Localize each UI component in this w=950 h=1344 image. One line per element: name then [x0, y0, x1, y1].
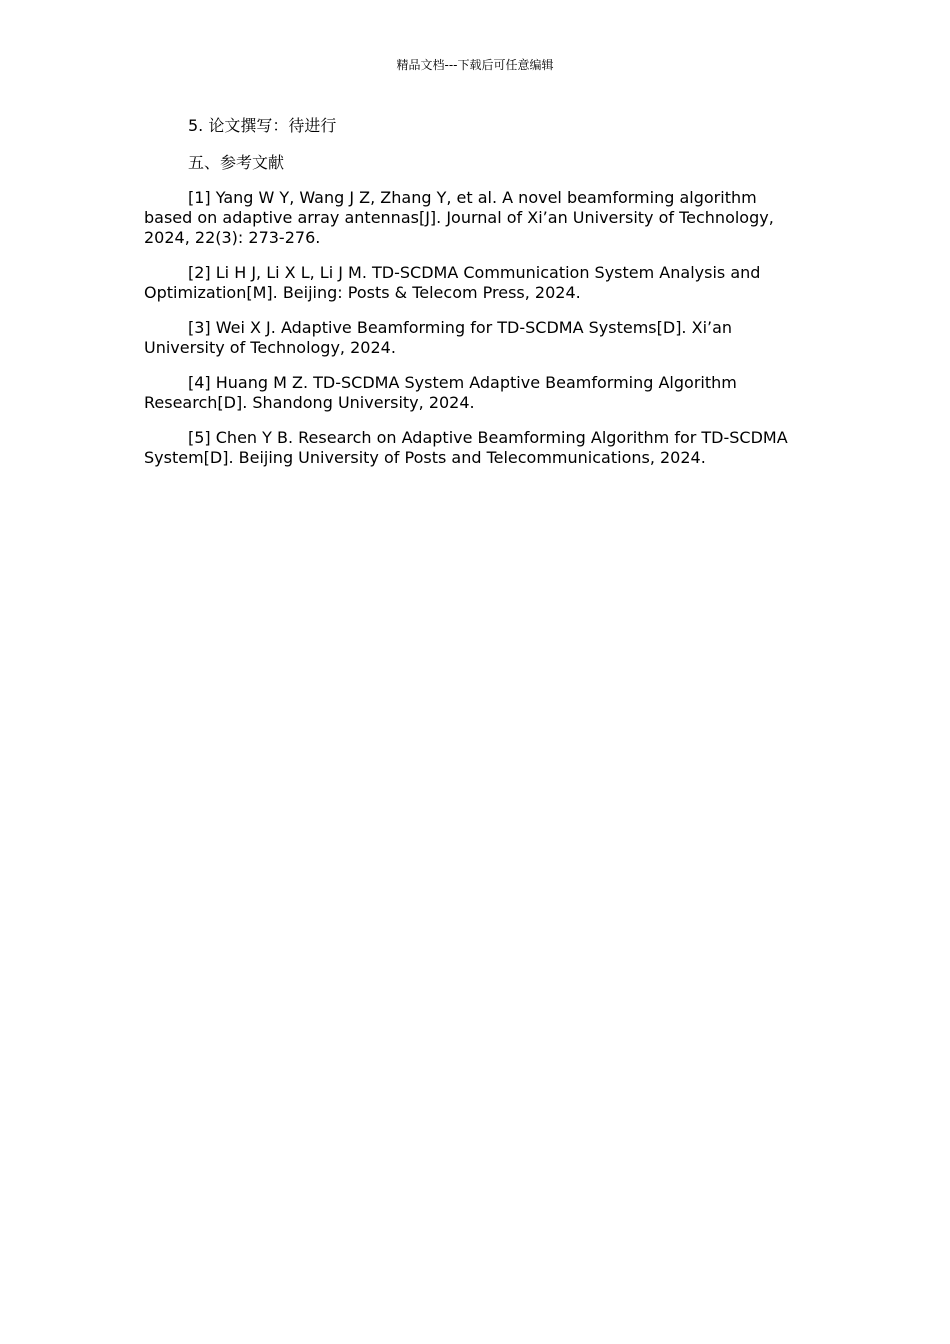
- reference-item-5: [5] Chen Y B. Research on Adaptive Beamforming Algorithm for TD-SCDMA System[D]. Beijing University of Posts and Telecommunications, 2024.: [144, 428, 788, 467]
- reference-item-1: [1] Yang W Y, Wang J Z, Zhang Y, et al. A novel beamforming algorithm based on adaptive array antennas[J]. Journal of Xi’an University of Technology, 2024, 22(3): 273-276.: [144, 188, 774, 247]
- page-header: 精品文档---下载后可任意编辑: [396, 58, 554, 72]
- section-heading-references: 五、参考文献: [188, 153, 285, 172]
- reference-item-3: [3] Wei X J. Adaptive Beamforming for TD-SCDMA Systems[D]. Xi’an University of Technology, 2024.: [144, 318, 733, 357]
- reference-item-2: [2] Li H J, Li X L, Li J M. TD-SCDMA Communication System Analysis and Optimization[M]. Beijing: Posts & Telecom Press, 2024.: [144, 263, 761, 302]
- document-body: [144, 116, 806, 483]
- reference-list: [144, 188, 806, 468]
- progress-item-thesis-writing: 5. 论文撰写：待进行: [188, 116, 337, 135]
- reference-item-4: [4] Huang M Z. TD-SCDMA System Adaptive Beamforming Algorithm Research[D]. Shandong University, 2024.: [144, 373, 737, 412]
